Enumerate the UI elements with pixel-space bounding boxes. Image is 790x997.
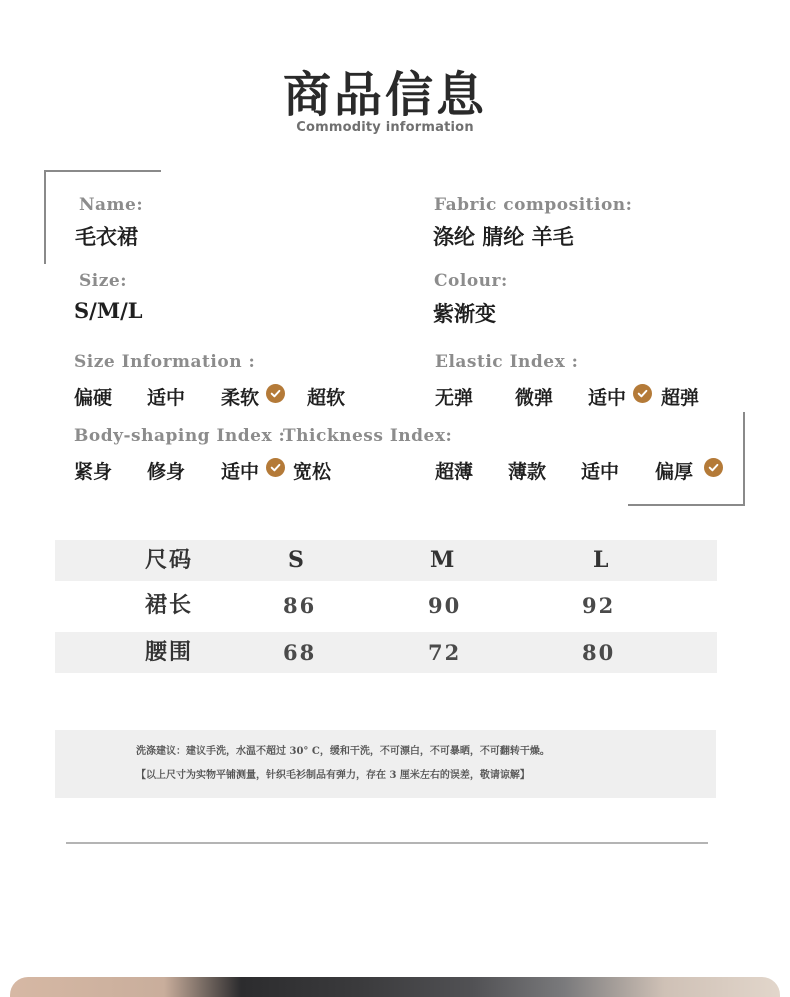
page-title: 商品信息	[282, 67, 487, 123]
fabric-value: 涤纶 腈纶 羊毛	[433, 224, 574, 249]
elastic-option: 无弹	[435, 387, 474, 409]
measure-note: 【以上尺寸为实物平铺测量，针织毛衫制品有弹力，存在 3 厘米左右的误差，敬请谅解】	[136, 770, 530, 781]
table-row-label: 腰围	[145, 639, 194, 665]
care-notes-box	[55, 730, 716, 798]
table-cell: 86	[283, 593, 317, 618]
elastic-option-selected: 适中	[588, 387, 627, 409]
page-subtitle: Commodity information	[296, 120, 474, 135]
name-label: Name:	[79, 195, 144, 215]
check-icon	[266, 458, 285, 477]
size-label: Size:	[79, 271, 127, 291]
section-divider	[66, 842, 708, 844]
size-info-option: 超软	[307, 387, 346, 409]
elastic-label: Elastic Index :	[435, 352, 579, 372]
elastic-option: 超弹	[661, 387, 700, 409]
colour-label: Colour:	[434, 271, 508, 291]
care-note: 洗涤建议：建议手洗，水温不超过 30° C，缓和干洗，不可漂白，不可暴晒，不可翻转干燥。	[136, 746, 550, 757]
size-info-label: Size Information :	[74, 352, 256, 372]
table-header-cell: S	[288, 547, 306, 573]
table-cell: 72	[428, 640, 462, 665]
body-shaping-option-selected: 适中	[221, 461, 260, 483]
table-row	[55, 585, 717, 626]
fabric-label: Fabric composition:	[434, 195, 633, 215]
table-header-cell: M	[430, 547, 457, 573]
check-icon	[704, 458, 723, 477]
body-shaping-option: 紧身	[74, 461, 113, 483]
size-info-option: 适中	[147, 387, 186, 409]
colour-value: 紫渐变	[433, 301, 496, 326]
body-shaping-option: 修身	[147, 461, 186, 483]
size-info-option-selected: 柔软	[221, 387, 260, 409]
table-cell: 80	[582, 640, 616, 665]
thickness-option: 薄款	[508, 461, 547, 483]
thickness-label: Thickness Index:	[283, 426, 453, 446]
body-shaping-option: 宽松	[293, 461, 332, 483]
elastic-option: 微弹	[515, 387, 554, 409]
check-icon	[633, 384, 652, 403]
table-header-cell: 尺码	[145, 547, 194, 573]
thickness-option: 超薄	[435, 461, 474, 483]
table-cell: 90	[428, 593, 462, 618]
name-value: 毛衣裙	[75, 224, 138, 249]
table-row-label: 裙长	[145, 592, 194, 618]
check-icon	[266, 384, 285, 403]
thickness-option: 适中	[581, 461, 620, 483]
table-cell: 68	[283, 640, 317, 665]
thickness-option-selected: 偏厚	[655, 461, 694, 483]
product-photo	[10, 977, 780, 997]
table-header-row	[55, 540, 717, 581]
size-info-option: 偏硬	[74, 387, 113, 409]
table-row	[55, 632, 717, 673]
table-cell: 92	[582, 593, 616, 618]
table-header-cell: L	[593, 547, 611, 573]
body-shaping-label: Body-shaping Index :	[74, 426, 286, 446]
size-value: S/M/L	[74, 298, 143, 323]
